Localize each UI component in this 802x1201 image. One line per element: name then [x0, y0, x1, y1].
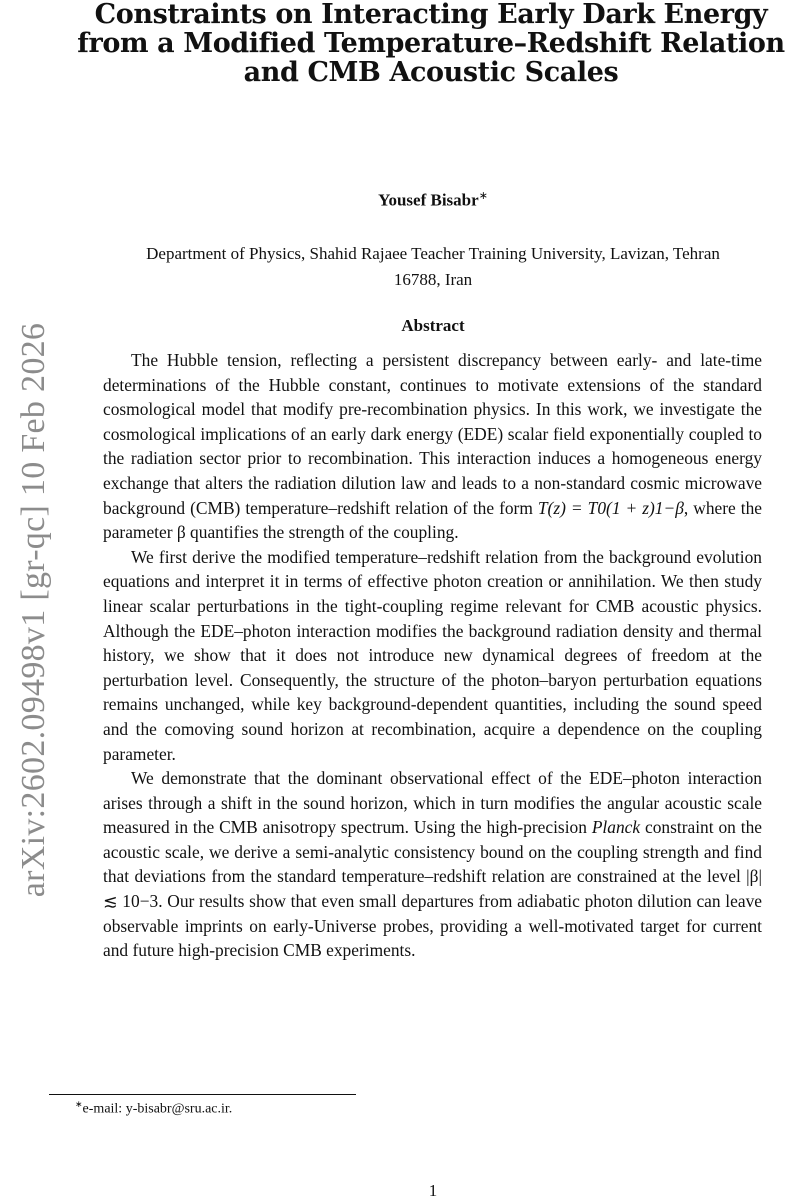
affiliation-line-2: 16788, Iran: [393, 270, 473, 289]
abstract-paragraph-1: [103, 348, 762, 545]
arxiv-identifier-stamp: arXiv:2602.09498v1 [gr-qc] 10 Feb 2026: [15, 322, 52, 898]
abstract-p3-text: We demonstrate that the dominant observational effect of the EDE–photon interaction arises through a shift in the sound horizon, which in turn modifies the angular acoustic scale measured in the CMB anisotropy spectrum. Using the high-precision: [103, 768, 762, 838]
abstract-p3-text-end: constraint on the acoustic scale, we derive a semi-analytic consistency bound on the coupling strength and find that deviations from the standard temperature–redshift relation are constrained at the level |β| ≲ 10−3. Our results show that even small departures from adiabatic photon dilution can leave observable imprints on early-Universe probes, providing a well-motivated target for current and future high-precision CMB experiments.: [103, 817, 762, 961]
affiliation: [64, 241, 802, 293]
abstract-paragraph-2: We first derive the modified temperature–redshift relation from the background evolution equations and interpret it in terms of effective photon creation or annihilation. We then study linear scalar perturbations in the tight-coupling regime relevant for CMB acoustic physics. Although the EDE–photon interaction modifies the background radiation density and thermal history, we show that it does not introduce new dynamical degrees of freedom at the perturbation level. Consequently, the structure of the photon–baryon perturbation equations remains unchanged, while key background-dependent quantities, including the sound speed and the comoving sound horizon at recombination, acquire a dependence on the coupling parameter.: [103, 546, 762, 764]
author-name: Yousef Bisabr: [378, 190, 479, 210]
temperature-redshift-formula: T(z) = T0(1 + z)1−β: [537, 497, 684, 518]
affiliation-line-1: Department of Physics, Shahid Rajaee Teacher Training University, Lavizan, Tehran: [146, 244, 720, 263]
planck-emphasis: Planck: [591, 817, 641, 838]
footnote-text: e-mail: y-bisabr@sru.ac.ir.: [82, 1101, 233, 1117]
page-number: 1: [428, 1181, 438, 1200]
title-line-3: and CMB Acoustic Scales: [243, 57, 619, 88]
title-line-2: from a Modified Temperature–Redshift Relation: [77, 28, 785, 59]
footnote: [75, 1099, 232, 1118]
abstract-body: [103, 348, 762, 963]
abstract-p1-text: The Hubble tension, reflecting a persistent discrepancy between early- and late-time determinations of the Hubble constant, continues to motivate extensions of the standard cosmological model that modify pre-recombination physics. In this work, we investigate the cosmological implications of an early dark energy (EDE) scalar field exponentially coupled to the radiation sector prior to recombination. This interaction induces a homogeneous energy exchange that alters the radiation dilution law and leads to a non-standard cosmic microwave background (CMB) temperature–redshift relation of the form: [103, 350, 762, 518]
footnote-rule: [49, 1094, 356, 1095]
abstract-paragraph-3: [103, 766, 762, 963]
title-line-1: Constraints on Interacting Early Dark Energy: [94, 0, 768, 30]
abstract-heading: Abstract: [401, 316, 465, 335]
paper-title: [40, 0, 802, 87]
abstract-p1-text-end: , where the parameter β quantifies the strength of the coupling.: [103, 497, 762, 543]
footnote-mark: ∗: [75, 1099, 83, 1109]
author-footnote-mark: ∗: [478, 190, 488, 202]
author: [0, 189, 802, 211]
